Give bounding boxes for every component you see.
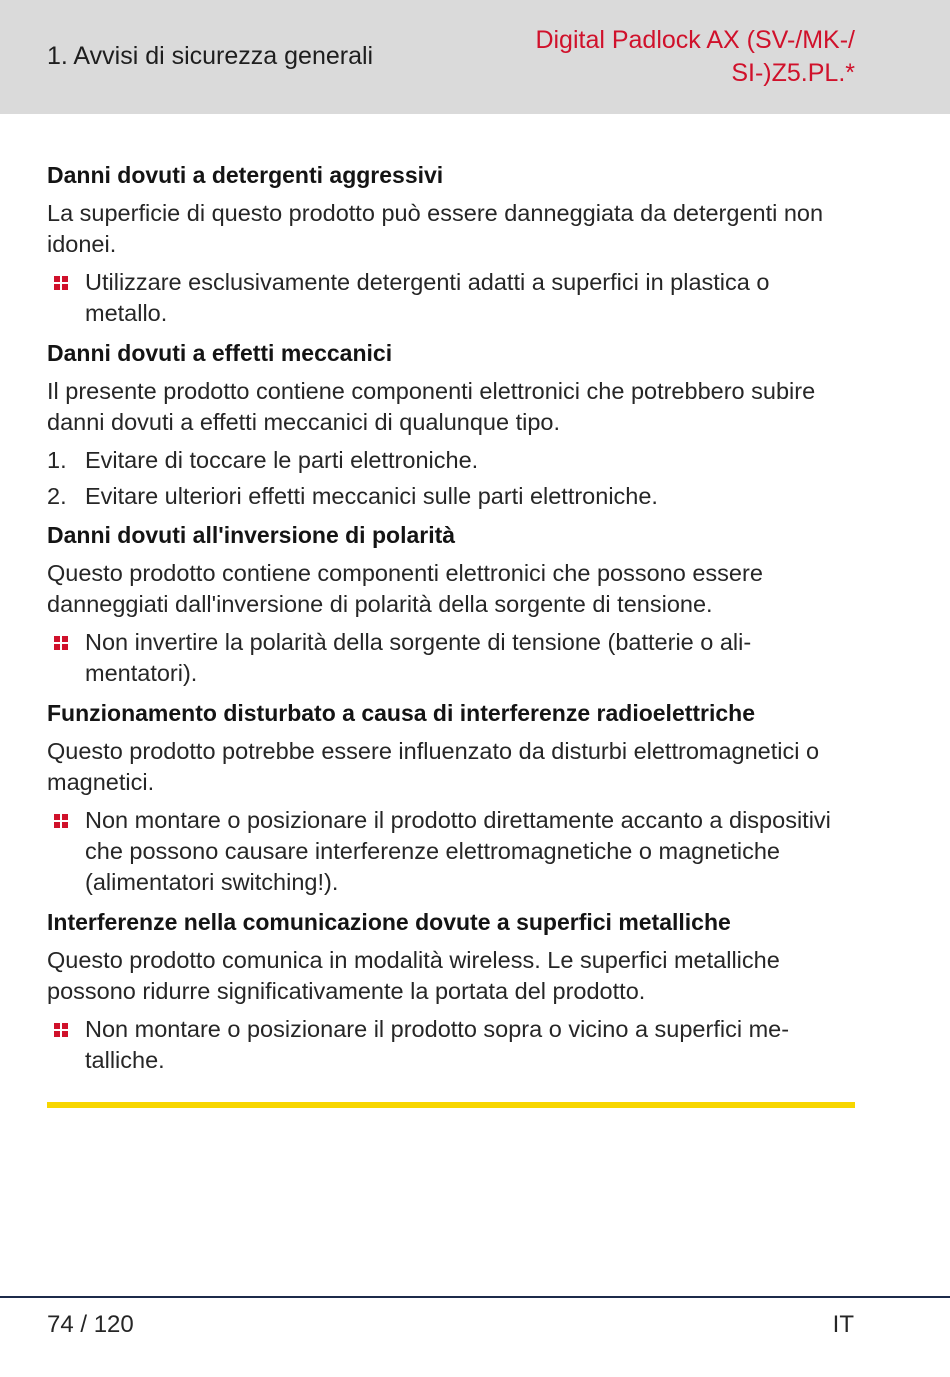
section-text-detergents: La superficie di questo prodotto può essere danneggiata da detergenti non idonei. — [47, 200, 824, 257]
language-code: IT — [832, 1311, 854, 1338]
section-title-detergents: Danni dovuti a detergenti aggressivi — [47, 162, 444, 188]
section-title-metal-surfaces: Interferenze nella comunicazione dovute a superfici metalliche — [47, 909, 731, 935]
numbered-step — [47, 481, 855, 512]
instruction-text: Utilizzare esclusivamente detergenti adatti a superfici in plastica o metallo. — [85, 269, 770, 326]
instruction-marker-icon — [54, 636, 68, 650]
instruction-item — [47, 267, 855, 329]
instruction-text: Non invertire la polarità della sorgente di tensione (batterie o alimentatori). — [85, 629, 752, 686]
product-title-line-1: Digital Padlock AX (SV-/MK-/ — [535, 26, 855, 54]
page-content — [47, 160, 855, 1085]
instruction-text: Non montare o posizionare il prodotto direttamente accanto a dispositivi che possono causare interferenze elettromagnetiche o magnetiche (alimentatori switching!). — [85, 807, 831, 895]
product-title-line-2: SI-)Z5.PL.* — [731, 59, 855, 87]
instruction-marker-icon — [54, 1023, 68, 1037]
section-text-polarity: Questo prodotto contiene componenti elettronici che possono essere danneggiati dall'inversione di polarità della sorgente di tensione. — [47, 560, 763, 617]
numbered-step — [47, 445, 855, 476]
section-text-radio-interference: Questo prodotto potrebbe essere influenzato da disturbi elettromagnetici o magnetici. — [47, 738, 820, 795]
chapter-title: 1. Avvisi di sicurezza generali — [47, 42, 374, 70]
section-divider — [47, 1102, 855, 1108]
instruction-marker-icon — [54, 276, 68, 290]
step-number: 2. — [47, 483, 67, 509]
instruction-marker-icon — [54, 814, 68, 828]
section-text-metal-surfaces: Questo prodotto comunica in modalità wireless. Le superfici metalliche possono ridurre significativamente la portata del prodotto. — [47, 947, 780, 1004]
page-header — [0, 0, 950, 114]
instruction-text: Non montare o posizionare il prodotto sopra o vicino a superfici metalliche. — [85, 1016, 790, 1073]
footer-divider — [0, 1296, 950, 1298]
section-title-polarity: Danni dovuti all'inversione di polarità — [47, 522, 456, 548]
instruction-item — [47, 627, 855, 689]
product-title — [455, 24, 855, 90]
instruction-item — [47, 1014, 855, 1076]
instruction-item — [47, 805, 855, 898]
section-text-mechanical: Il presente prodotto contiene componenti elettronici che potrebbero subire danni dovuti a effetti meccanici di qualunque tipo. — [47, 378, 816, 435]
step-text: Evitare di toccare le parti elettroniche. — [85, 447, 479, 473]
page-number: 74 / 120 — [47, 1311, 134, 1338]
step-text: Evitare ulteriori effetti meccanici sulle parti elettroniche. — [85, 483, 658, 509]
section-title-radio-interference: Funzionamento disturbato a causa di interferenze radioelettriche — [47, 700, 756, 726]
step-number: 1. — [47, 447, 67, 473]
section-title-mechanical: Danni dovuti a effetti meccanici — [47, 340, 393, 366]
